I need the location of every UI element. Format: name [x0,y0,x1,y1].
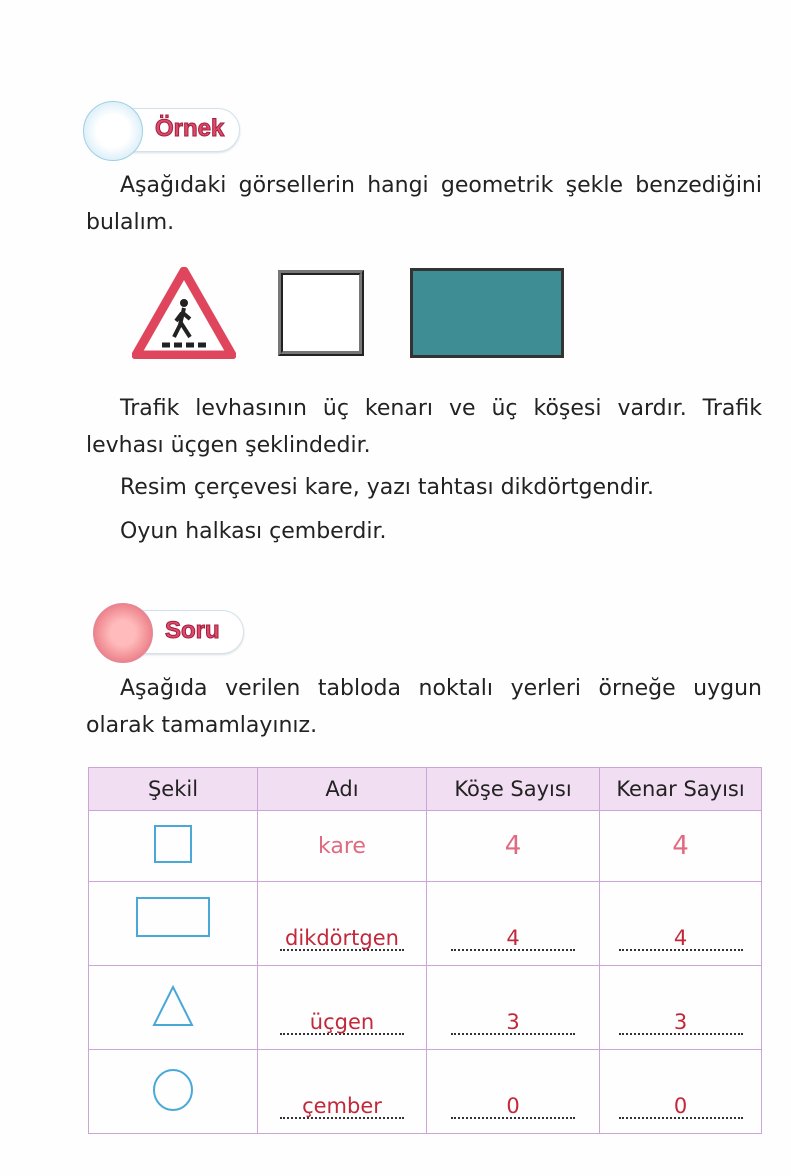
shape-cell [89,966,258,1050]
example-line-2: Resim çerçevesi kare, yazı tahtası dikdörtgendir. [120,475,655,500]
bee-mascot-icon [83,101,143,161]
corners-cell: 4 [427,811,600,882]
example-line-3: Oyun halkası çemberdir. [120,519,387,544]
circle-icon [151,1068,195,1112]
rectangle-icon [135,896,211,938]
picture-frame-image [278,270,364,356]
triangle-icon [151,984,195,1028]
table-row [89,882,762,966]
corners-answer[interactable]: 0 [451,1095,575,1119]
edges-cell[interactable] [600,1050,762,1134]
edges-answer[interactable]: 3 [619,1011,743,1035]
header-corners: Köşe Sayısı [427,768,600,811]
name-cell[interactable] [258,966,427,1050]
name-cell: kare [258,811,427,882]
example-badge-label: Örnek [155,115,225,142]
question-intro [86,670,762,744]
edges-answer[interactable]: 4 [619,927,743,951]
name-answer[interactable]: dikdörtgen [280,927,404,951]
header-name: Adı [258,768,427,811]
table-row [89,811,762,882]
edges-cell[interactable] [600,966,762,1050]
blackboard-image [410,268,564,358]
corners-answer[interactable]: 3 [451,1011,575,1035]
corners-cell[interactable] [427,882,600,966]
table-header-row [89,768,762,811]
question-mascot-icon [93,603,153,663]
example-intro-text: Aşağıdaki görsellerin hangi geometrik şekle benzediğini bulalım. [86,173,762,235]
header-shape: Şekil [89,768,258,811]
edges-cell: 4 [600,811,762,882]
header-edges: Kenar Sayısı [600,768,762,811]
corners-answer[interactable]: 4 [451,927,575,951]
shape-cell [89,882,258,966]
example-line-1-text: Trafik levhasının üç kenarı ve üç köşesi vardır. Trafik levhası üçgen şeklindedir. [86,396,762,458]
shape-cell [89,1050,258,1134]
name-answer[interactable]: üçgen [280,1011,404,1035]
shapes-table [88,767,762,1134]
name-answer[interactable]: çember [280,1095,404,1119]
question-intro-text: Aşağıda verilen tabloda noktalı yerleri örneğe uygun olarak tamamlayınız. [86,676,762,738]
name-cell[interactable] [258,882,427,966]
question-badge [96,610,244,654]
square-icon [153,824,193,864]
edges-answer[interactable]: 0 [619,1095,743,1119]
example-line-1 [86,390,762,464]
edges-cell[interactable] [600,882,762,966]
example-intro [86,167,762,241]
pedestrian-crossing-sign-icon [132,267,236,359]
question-badge-label: Soru [165,617,220,644]
corners-cell[interactable] [427,1050,600,1134]
table-row [89,966,762,1050]
name-cell[interactable] [258,1050,427,1134]
corners-cell[interactable] [427,966,600,1050]
shape-cell [89,811,258,882]
example-badge [86,108,240,152]
table-row [89,1050,762,1134]
